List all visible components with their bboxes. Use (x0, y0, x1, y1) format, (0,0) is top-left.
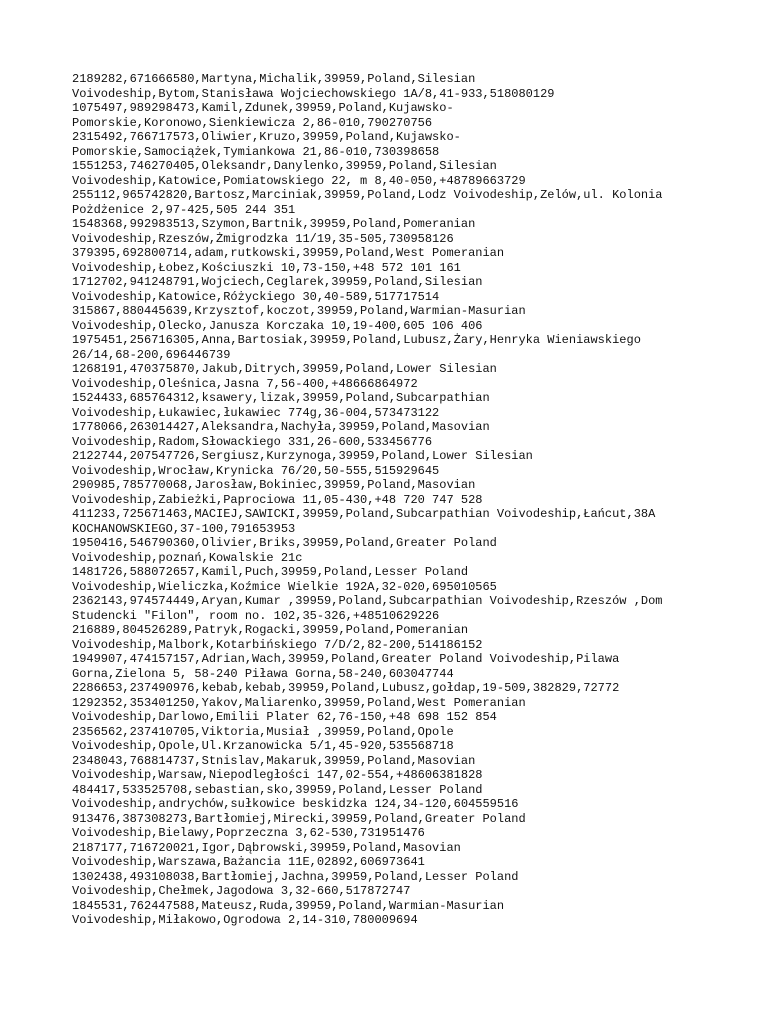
text-line: 216889,804526289,Patryk,Rogacki,39959,Poland,Pomeranian (72, 623, 469, 637)
text-line: 411233,725671463,MACIEJ,SAWICKI,39959,Poland,Subcarpathian Voivodeship,Łańcut,38A (72, 507, 656, 521)
text-line: 2122744,207547726,Sergiusz,Kurzynoga,39959,Poland,Lower Silesian (72, 449, 533, 463)
text-line: 1548368,992983513,Szymon,Bartnik,39959,Poland,Pomeranian (72, 217, 476, 231)
text-line: Voivodeship,Łukawiec,łukawiec 774g,36-004,573473122 (72, 405, 440, 420)
text-line: 2356562,237410705,Viktoria,Musiał ,39959,Poland,Opole (72, 724, 454, 739)
text-line: 255112,965742820,Bartosz,Marciniak,39959,Poland,Lodz Voivodeship,Zelów,ul. Kolonia (72, 188, 663, 202)
text-line: 1845531,762447588,Mateusz,Ruda,39959,Poland,Warmian-Masurian (72, 898, 505, 913)
text-line: 484417,533525708,sebastian,sko,39959,Poland,Lesser Poland (72, 782, 483, 797)
text-line: 1302438,493108038,Bartłomiej,Jachna,39959,Poland,Lesser Poland (72, 869, 519, 884)
text-line: 2187177,716720021,Igor,Dąbrowski,39959,Poland,Masovian (72, 840, 461, 855)
text-line: Voivodeship,Bytom,Stanisława Wojciechowskiego 1A/8,41-933,518080129 (72, 86, 555, 101)
text-line: Pomorskie,Samociążek,Tymiankowa 21,86-010,730398658 (72, 144, 440, 159)
text-line: Voivodeship,Opole,Ul.Krzanowicka 5/1,45-920,535568718 (72, 739, 454, 753)
text-line: Studencki "Filon", room no. 102,35-326,+48510629226 (72, 608, 440, 623)
text-line: Voivodeship,Wieliczka,Koźmice Wielkie 192A,32-020,695010565 (72, 579, 497, 594)
text-line: 913476,387308273,Bartłomiej,Mirecki,39959,Poland,Greater Poland (72, 811, 526, 826)
text-line: Voivodeship,Darlowo,Emilii Plater 62,76-150,+48 698 152 854 (72, 710, 497, 724)
text-line: 1950416,546790360,Olivier,Briks,39959,Poland,Greater Poland (72, 536, 497, 550)
text-line: KOCHANOWSKIEGO,37-100,791653953 (72, 521, 296, 536)
text-line: 290985,785770068,Jarosław,Bokiniec,39959,Poland,Masovian (72, 478, 476, 492)
text-line: Gorna,Zielona 5, 58-240 Piława Gorna,58-240,603047744 (72, 666, 454, 681)
text-line: Voivodeship,Oleśnica,Jasna 7,56-400,+48666864972 (72, 376, 418, 391)
text-line: 1975451,256716305,Anna,Bartosiak,39959,Poland,Lubusz,Żary,Henryka Wieniawskiego (72, 333, 641, 347)
text-line: 1949907,474157157,Adrian,Wach,39959,Poland,Greater Poland Voivodeship,Pilawa (72, 652, 620, 666)
text-line: Voivodeship,Olecko,Janusza Korczaka 10,19-400,605 106 406 (72, 318, 483, 333)
text-line: 1268191,470375870,Jakub,Ditrych,39959,Poland,Lower Silesian (72, 362, 497, 376)
text-line: Voivodeship,poznań,Kowalskie 21c (72, 550, 303, 565)
text-line: 2189282,671666580,Martyna,Michalik,39959,Poland,Silesian (72, 72, 476, 86)
document-text (72, 72, 712, 928)
text-line: Pomorskie,Koronowo,Sienkiewicza 2,86-010,790270756 (72, 115, 433, 130)
text-line: 1075497,989298473,Kamil,Zdunek,39959,Poland,Kujawsko- (72, 101, 454, 115)
text-line: 1292352,353401250,Yakov,Maliarenko,39959,Poland,West Pomeranian (72, 695, 526, 710)
text-line: Voivodeship,Zabieżki,Paprociowa 11,05-430,+48 720 747 528 (72, 492, 483, 507)
text-line: Voivodeship,andrychów,sułkowice beskidzka 124,34-120,604559516 (72, 797, 519, 811)
text-line: 1551253,746270405,Oleksandr,Danylenko,39959,Poland,Silesian (72, 159, 497, 173)
text-line: Voivodeship,Katowice,Pomiatowskiego 22, m 8,40-050,+48789663729 (72, 173, 526, 188)
text-line: 2348043,768814737,Stnislav,Makaruk,39959,Poland,Masovian (72, 753, 476, 768)
text-line: 1712702,941248791,Wojciech,Ceglarek,39959,Poland,Silesian (72, 275, 483, 289)
text-line: Voivodeship,Malbork,Kotarbińskiego 7/D/2,82-200,514186152 (72, 637, 483, 652)
text-line: 1481726,588072657,Kamil,Puch,39959,Poland,Lesser Poland (72, 565, 469, 579)
text-line: Voivodeship,Łobez,Kościuszki 10,73-150,+48 572 101 161 (72, 260, 461, 275)
text-line: 26/14,68-200,696446739 (72, 347, 231, 362)
text-line: Voivodeship,Warszawa,Bażancia 11E,02892,606973641 (72, 855, 425, 869)
text-line: Voivodeship,Miłakowo,Ogrodowa 2,14-310,780009694 (72, 913, 418, 927)
text-line: 1778066,263014427,Aleksandra,Nachyła,39959,Poland,Masovian (72, 420, 490, 434)
text-line: 2286653,237490976,kebab,kebab,39959,Poland,Lubusz,gołdap,19-509,382829,72772 (72, 681, 620, 695)
text-line: 2362143,974574449,Aryan,Kumar ,39959,Poland,Subcarpathian Voivodeship,Rzeszów ,Dom (72, 594, 663, 608)
text-line: 379395,692800714,adam,rutkowski,39959,Poland,West Pomeranian (72, 246, 505, 260)
text-line: Voivodeship,Radom,Słowackiego 331,26-600,533456776 (72, 434, 433, 449)
text-line: Voivodeship,Chełmek,Jagodowa 3,32-660,517872747 (72, 884, 411, 898)
text-line: Pożdżenice 2,97-425,505 244 351 (72, 202, 296, 217)
text-line: Voivodeship,Katowice,Różyckiego 30,40-589,517717514 (72, 289, 440, 304)
text-line: 1524433,685764312,ksawery,lizak,39959,Poland,Subcarpathian (72, 391, 490, 405)
text-line: 2315492,766717573,Oliwier,Kruzo,39959,Poland,Kujawsko- (72, 130, 461, 144)
text-line: Voivodeship,Rzeszów,Żmigrodzka 11/19,35-505,730958126 (72, 231, 454, 246)
text-line: Voivodeship,Bielawy,Poprzeczna 3,62-530,731951476 (72, 826, 425, 840)
text-line: Voivodeship,Wrocław,Krynicka 76/20,50-555,515929645 (72, 463, 440, 478)
text-line: 315867,880445639,Krzysztof,koczot,39959,Poland,Warmian-Masurian (72, 304, 526, 318)
text-line: Voivodeship,Warsaw,Niepodległości 147,02-554,+48606381828 (72, 768, 483, 782)
